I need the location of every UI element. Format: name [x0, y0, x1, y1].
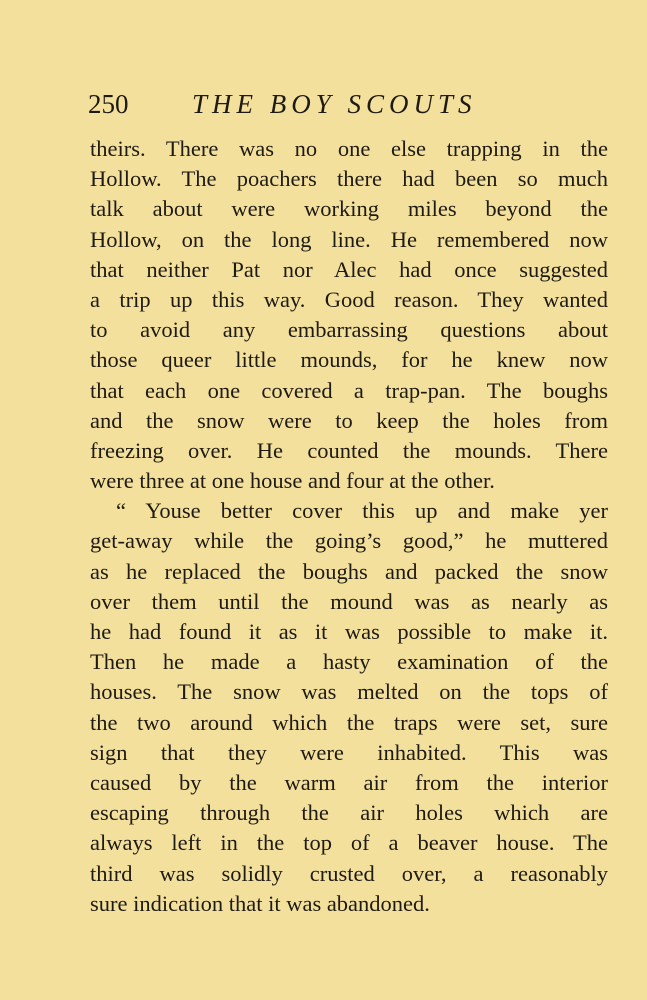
text-line: freezing over. He counted the mounds. There — [90, 437, 608, 463]
text-line: houses. The snow was melted on the tops of — [90, 679, 608, 705]
page-number: 250 — [88, 89, 129, 119]
text-line: over them until the mound was as nearly as — [90, 588, 608, 614]
text-line: to avoid any embarrassing questions about — [90, 317, 608, 343]
running-title: THE BOY SCOUTS — [192, 89, 477, 119]
text-line: Hollow. The poachers there had been so much — [90, 166, 608, 192]
text-line: sign that they were inhabited. This was — [90, 739, 608, 765]
text-line: get-away while the going’s good,” he muttered — [90, 528, 608, 554]
text-line: caused by the warm air from the interior — [90, 769, 608, 795]
text-line: that neither Pat nor Alec had once suggested — [90, 256, 608, 282]
text-line: Hollow, on the long line. He remembered now — [90, 226, 608, 252]
text-line: that each one covered a trap-pan. The boughs — [90, 377, 608, 403]
text-line: were three at one house and four at the other. — [90, 468, 495, 494]
text-line: theirs. There was no one else trapping in the — [90, 136, 608, 161]
text-line: Then he made a hasty examination of the — [90, 649, 608, 675]
text-line: as he replaced the boughs and packed the snow — [90, 558, 608, 584]
text-line: always left in the top of a beaver house. The — [90, 830, 608, 856]
text-line: he had found it as it was possible to make it. — [90, 619, 608, 644]
text-line: escaping through the air holes which are — [90, 800, 608, 826]
text-line: the two around which the traps were set, sure — [90, 709, 608, 735]
text-line: a trip up this way. Good reason. They wanted — [90, 286, 608, 312]
page-header — [88, 84, 528, 124]
text-line: talk about were working miles beyond the — [90, 196, 608, 222]
text-line: “ Youse better cover this up and make yer — [116, 498, 608, 524]
text-line: sure indication that it was abandoned. — [90, 890, 430, 916]
text-line: third was solidly crusted over, a reasonably — [90, 860, 608, 886]
text-line: those queer little mounds, for he knew now — [90, 347, 608, 373]
text-line: and the snow were to keep the holes from — [90, 407, 608, 433]
body-text — [90, 134, 608, 919]
